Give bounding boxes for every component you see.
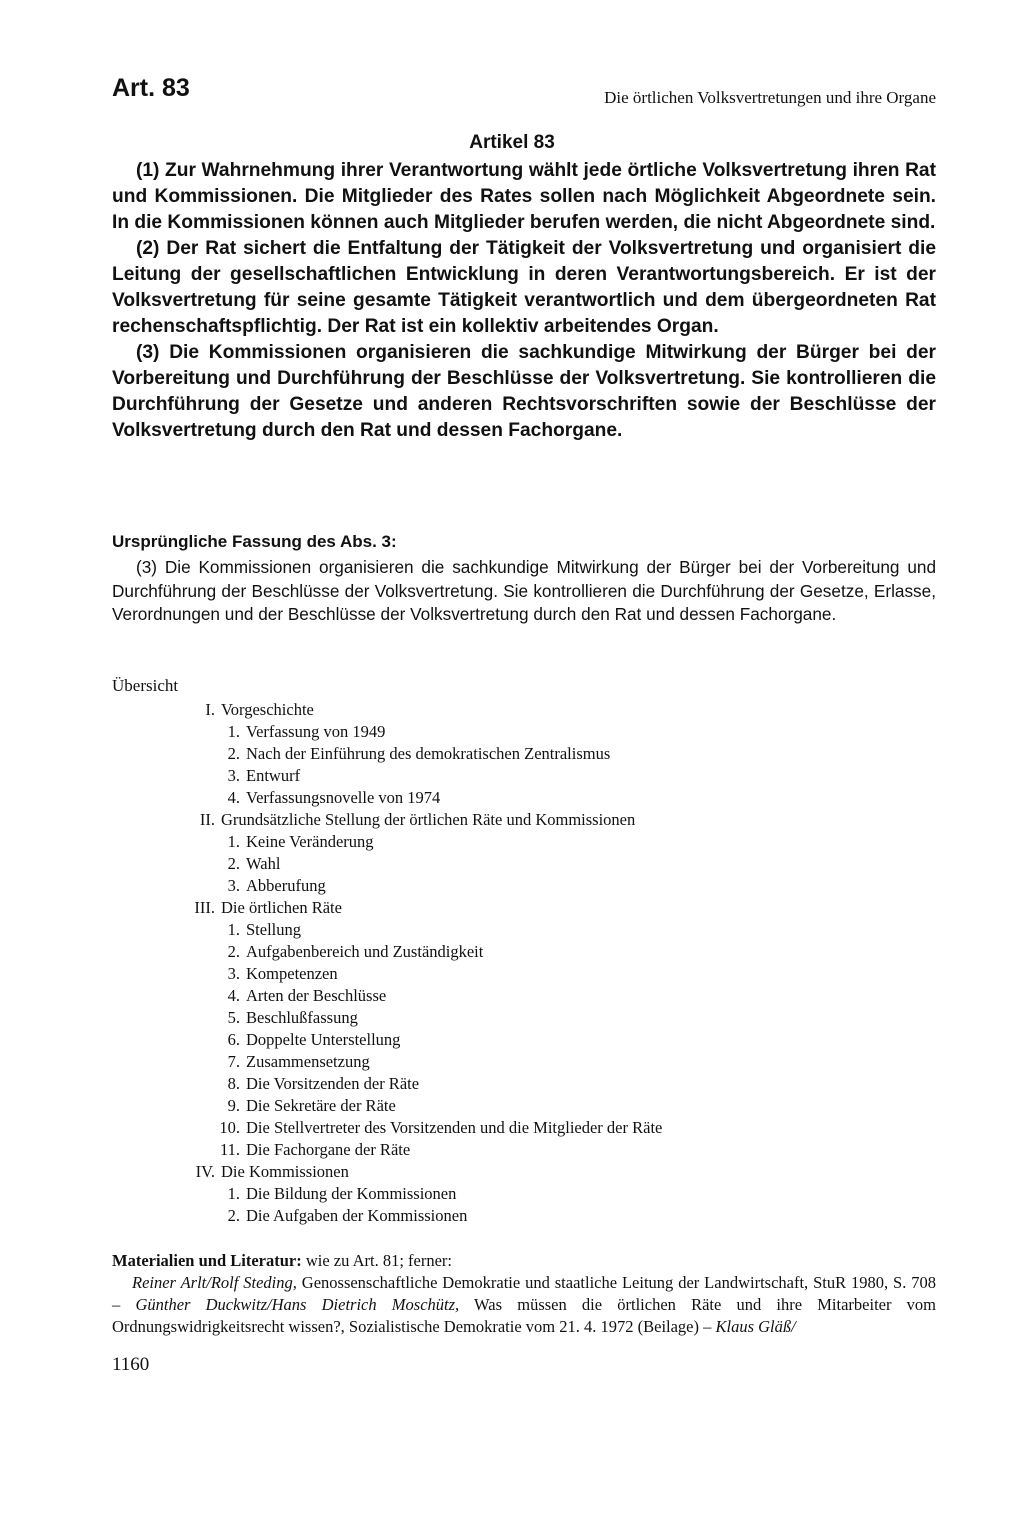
overview-item — [112, 897, 812, 919]
overview-item — [112, 919, 812, 941]
overview-item — [112, 941, 812, 963]
article-title: Artikel 83 — [469, 132, 555, 153]
overview-item-number: 2. — [227, 744, 240, 763]
literature-heading-line — [112, 1250, 936, 1272]
article-paragraph-2: (2) Der Rat sichert die Entfaltung der Tätigkeit der Volksvertretung und organisiert die Leitung der gesellschaftlichen Entwicklung in deren Verantwortungsbereich. Er ist der Volksvertretung für seine gesamte Tätigkeit verantwortlich und dem übergeordneten Rat rechenschaftspflichtig. Der Rat ist ein kollektiv arbeitendes Organ. — [112, 238, 936, 337]
overview-item — [112, 985, 812, 1007]
overview-item — [112, 1073, 812, 1095]
overview-item-number: 7. — [227, 1052, 240, 1071]
overview-item-number: II. — [199, 810, 215, 829]
overview-item-number: 8. — [227, 1074, 240, 1093]
overview-item — [112, 1183, 812, 1205]
overview-item — [112, 1095, 812, 1117]
overview-item — [112, 853, 812, 875]
overview-item — [112, 1205, 812, 1227]
overview-item-label: Grundsätzliche Stellung der örtlichen Räte und Kommissionen — [221, 810, 636, 829]
overview-item-number: 6. — [227, 1030, 240, 1049]
overview-item-number: 2. — [227, 1206, 240, 1225]
literature-text-segment: Genossenschaftliche Demokratie und staatliche Leitung der Landwirtschaft, StuR 1980, S. 708 – — [112, 1273, 936, 1314]
overview-item — [112, 1007, 812, 1029]
overview-item-number: 3. — [227, 964, 240, 983]
overview-item-number: 2. — [227, 854, 240, 873]
literature-heading-rest: wie zu Art. 81; ferner: — [301, 1251, 452, 1270]
overview-item-label: Die Vorsitzenden der Räte — [246, 1074, 420, 1093]
article-paragraph-1: (1) Zur Wahrnehmung ihrer Verantwortung wählt jede örtliche Volksvertretung ihren Rat und Kommissionen. Die Mitglieder des Rates sollen nach Möglichkeit Abgeordnete sein. In die Kommissionen können auch Mitglieder berufen werden, die nicht Abgeordnete sind. — [112, 160, 936, 233]
literature-author: Klaus Gläß/ — [715, 1317, 796, 1336]
original-version-heading: Ursprüngliche Fassung des Abs. 3: — [112, 532, 397, 551]
overview-item-label: Beschlußfassung — [246, 1008, 358, 1027]
overview-item-label: Die Bildung der Kommissionen — [246, 1184, 457, 1203]
overview-item-number: 4. — [227, 788, 240, 807]
overview-item — [112, 963, 812, 985]
page-number: 1160 — [112, 1354, 150, 1375]
overview-item — [112, 721, 812, 743]
overview-list — [112, 699, 812, 1227]
literature-text-segment: Was müssen die örtlichen Räte und ihre Mitarbeiter vom Ordnungswidrigkeitsrecht wissen?, Sozialistische Demokratie vom 21. 4. 1972 (Beilage) – — [112, 1295, 936, 1336]
overview-item-label: Die Fachorgane der Räte — [246, 1140, 411, 1159]
original-version-text: (3) Die Kommissionen organisieren die sachkundige Mitwirkung der Bürger bei der Vorbereitung und Durchführung der Beschlüsse der Volksvertretung. Sie kontrollieren die Durchführung der Gesetze, Erlasse, Verordnungen und der Beschlüsse der Volksvertretung durch den Rat und dessen Fachorgane. — [112, 557, 936, 624]
overview-item-number: 5. — [227, 1008, 240, 1027]
overview-item-label: Die Aufgaben der Kommissionen — [246, 1206, 468, 1225]
overview-item — [112, 1161, 812, 1183]
overview-item — [112, 765, 812, 787]
overview-item-label: Zusammensetzung — [246, 1052, 370, 1071]
overview-item-number: 9. — [227, 1096, 240, 1115]
overview-item — [112, 831, 812, 853]
overview-item-label: Verfassung von 1949 — [246, 722, 386, 741]
overview-item-number: 2. — [227, 942, 240, 961]
overview-item — [112, 875, 812, 897]
overview-item-number: 1. — [227, 722, 240, 741]
literature-heading: Materialien und Literatur: — [112, 1251, 302, 1270]
overview-item-number: III. — [194, 898, 215, 917]
overview-item — [112, 809, 812, 831]
overview-item — [112, 1139, 812, 1161]
article-label: Art. 83 — [112, 74, 190, 102]
running-head: Die örtlichen Volksvertretungen und ihre Organe — [604, 88, 936, 107]
overview-item-label: Nach der Einführung des demokratischen Zentralismus — [246, 744, 611, 763]
overview-item-label: Aufgabenbereich und Zuständigkeit — [246, 942, 484, 961]
overview-item-label: Vorgeschichte — [221, 700, 314, 719]
literature-author: Reiner Arlt/Rolf Steding, — [132, 1273, 297, 1292]
overview-item-number: 1. — [227, 1184, 240, 1203]
overview-item — [112, 743, 812, 765]
literature-text — [112, 1272, 936, 1338]
overview-item-label: Arten der Beschlüsse — [246, 986, 387, 1005]
overview-item-label: Keine Veränderung — [246, 832, 374, 851]
overview-item — [112, 787, 812, 809]
overview-item-number: 3. — [227, 766, 240, 785]
overview-item-label: Die Sekretäre der Räte — [246, 1096, 396, 1115]
overview-item-number: 11. — [219, 1140, 240, 1159]
overview-item — [112, 1117, 812, 1139]
overview-item-label: Stellung — [246, 920, 302, 939]
overview-item-number: 4. — [227, 986, 240, 1005]
overview-item-number: IV. — [195, 1162, 215, 1181]
literature-author: Günther Duckwitz/Hans Dietrich Moschütz, — [135, 1295, 460, 1314]
article-body — [112, 158, 936, 444]
original-version-body — [112, 556, 936, 627]
overview-item-label: Wahl — [246, 854, 281, 873]
overview-heading: Übersicht — [112, 676, 179, 695]
overview-item-number: 1. — [227, 920, 240, 939]
overview-item-label: Die Stellvertreter des Vorsitzenden und die Mitglieder der Räte — [246, 1118, 663, 1137]
overview-item-number: 1. — [227, 832, 240, 851]
overview-item — [112, 699, 812, 721]
overview-item-label: Die örtlichen Räte — [221, 898, 342, 917]
overview-item-number: 10. — [219, 1118, 240, 1137]
overview-item-label: Die Kommissionen — [221, 1162, 349, 1181]
article-paragraph-3: (3) Die Kommissionen organisieren die sachkundige Mitwirkung der Bürger bei der Vorbereitung und Durchführung der Beschlüsse der Volksvertretung. Sie kontrollieren die Durchführung der Gesetze und anderen Rechtsvorschriften sowie der Beschlüsse der Volksvertretung durch den Rat und dessen Fachorgane. — [112, 342, 936, 441]
overview-item — [112, 1029, 812, 1051]
overview-item-label: Kompetenzen — [246, 964, 338, 983]
overview-item-label: Verfassungsnovelle von 1974 — [246, 788, 441, 807]
overview-item-number: 3. — [227, 876, 240, 895]
overview-item — [112, 1051, 812, 1073]
overview-item-label: Abberufung — [246, 876, 326, 895]
overview-item-number: I. — [205, 700, 215, 719]
overview-item-label: Entwurf — [246, 766, 301, 785]
literature-block — [112, 1250, 936, 1338]
overview-item-label: Doppelte Unterstellung — [246, 1030, 401, 1049]
